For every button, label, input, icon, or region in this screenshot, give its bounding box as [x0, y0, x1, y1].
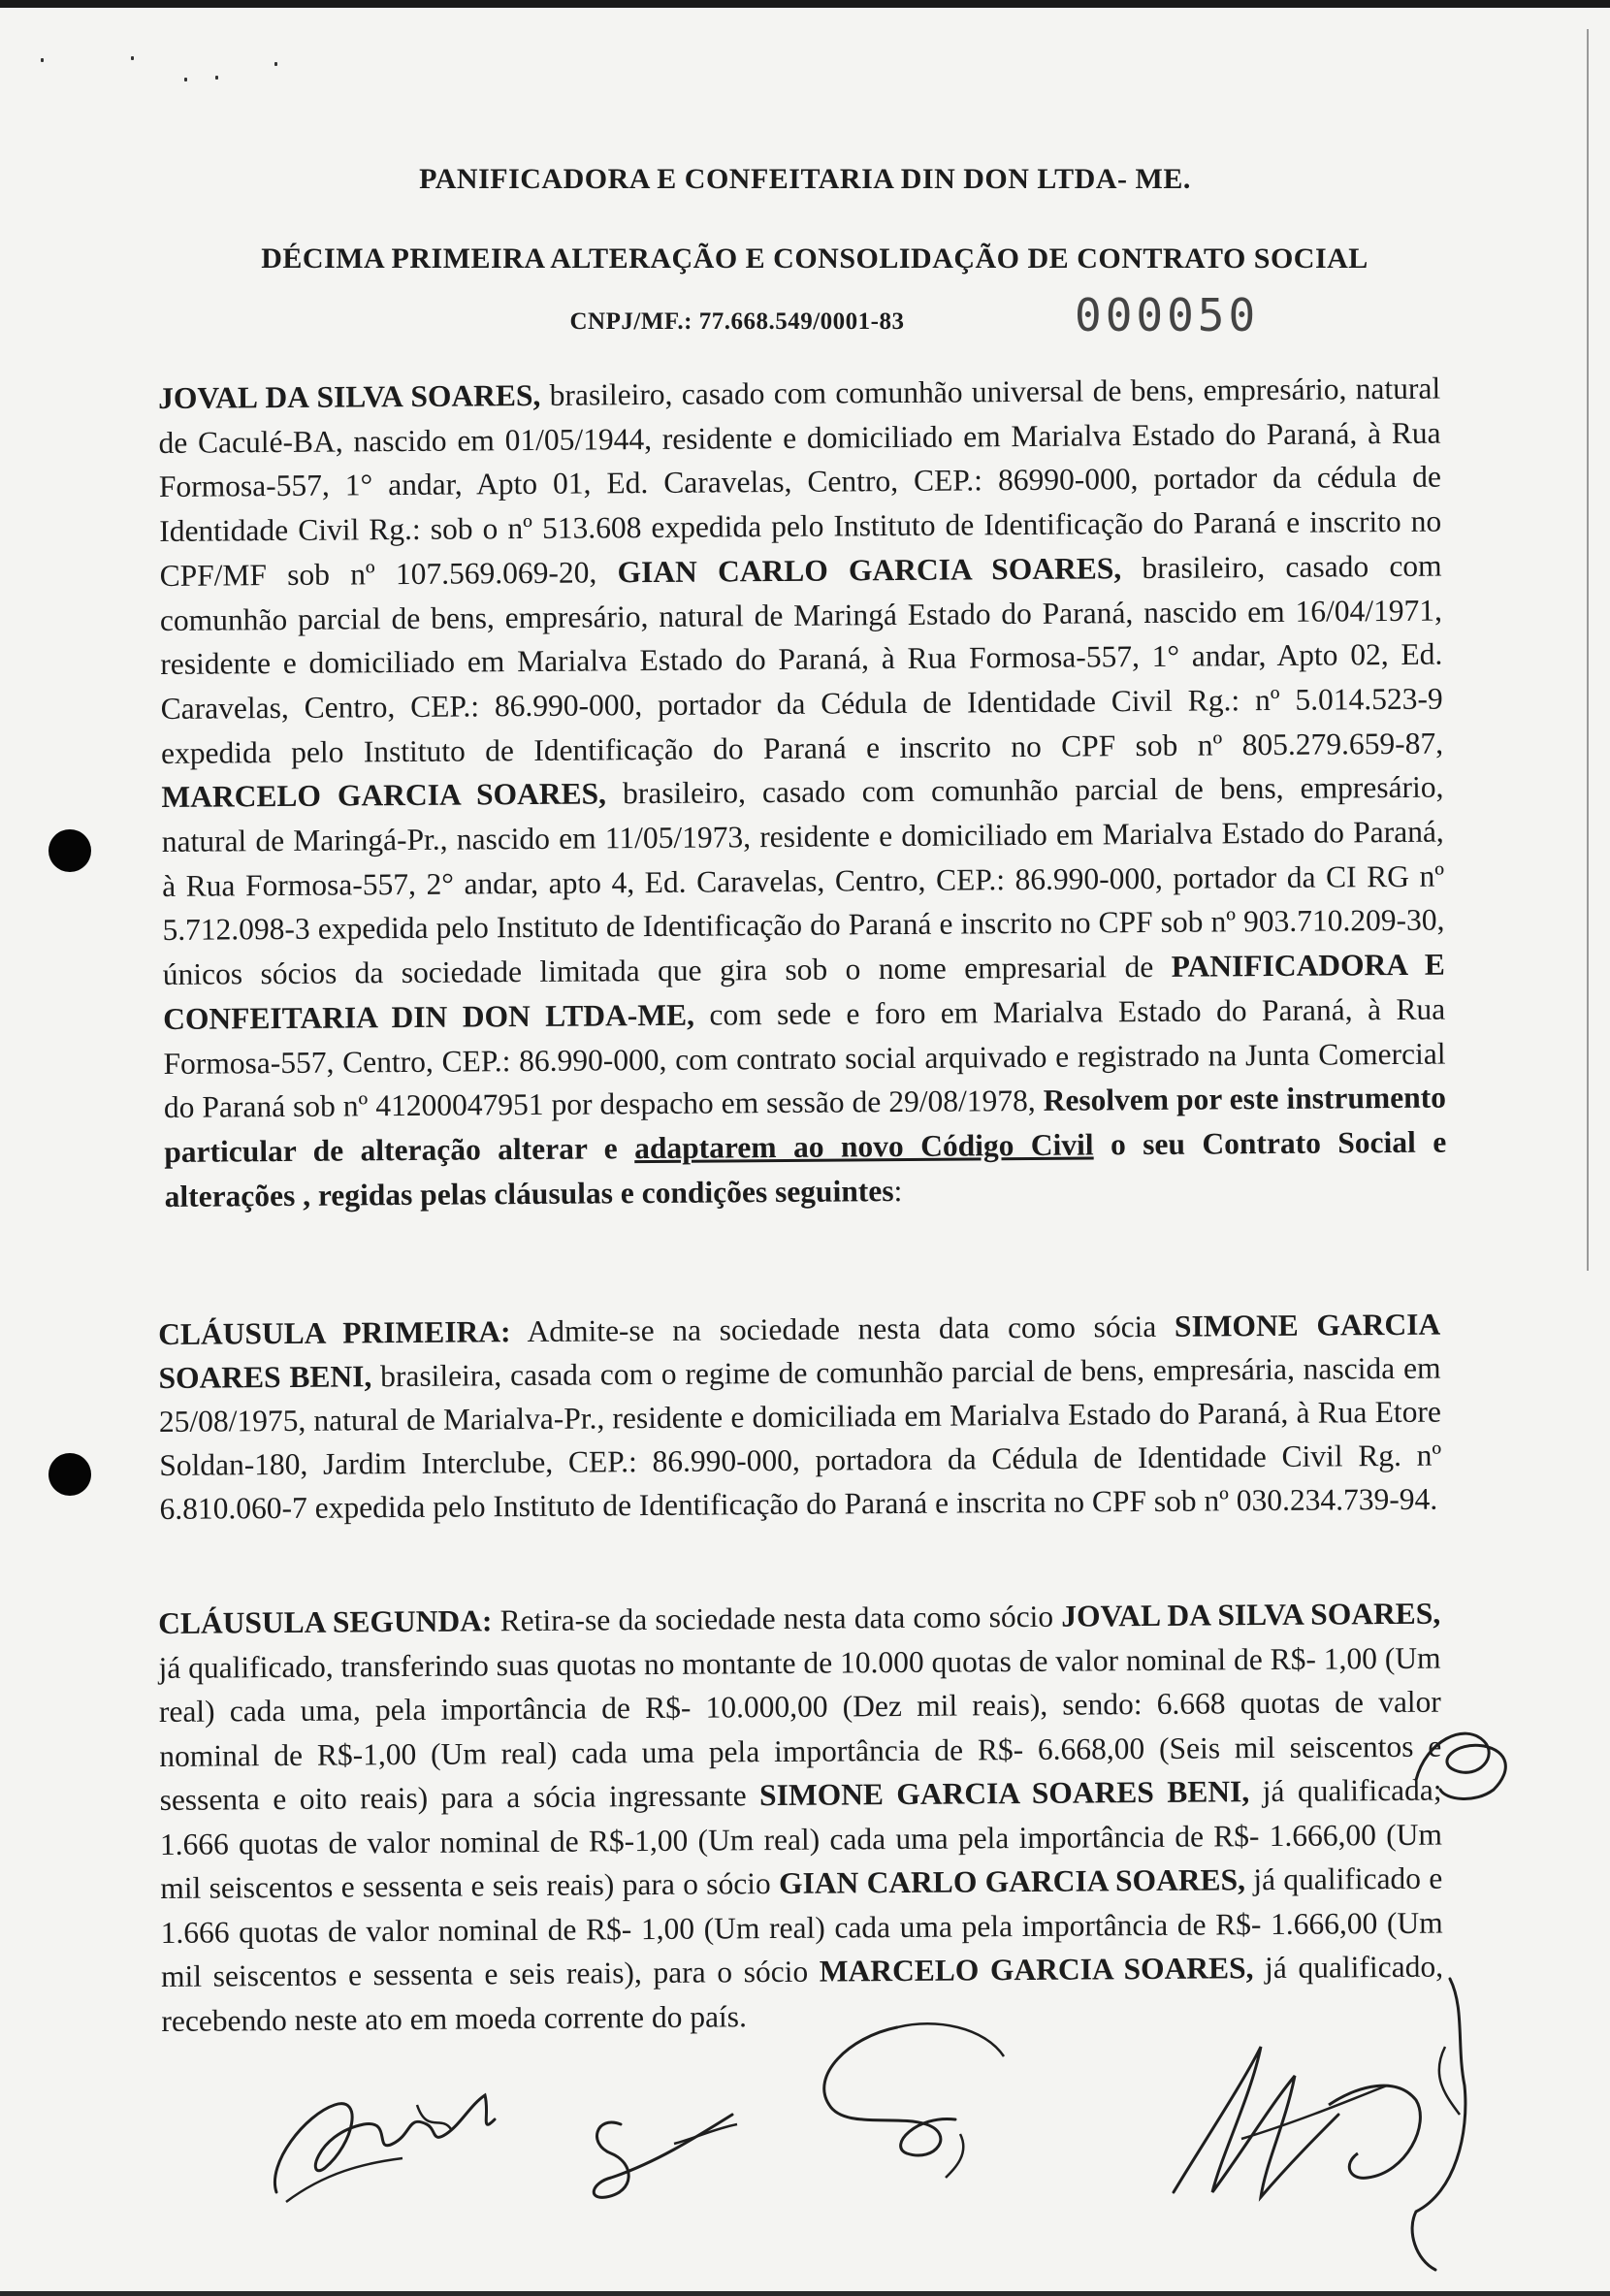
scan-edge-right [1587, 29, 1589, 1271]
cnpj-line: CNPJ/MF.: 77.668.549/0001-83 [569, 308, 905, 335]
partner-name: SIMONE GARCIA SOARES BENI, [158, 1307, 1441, 1395]
margin-initial [1397, 1702, 1532, 1838]
clause-text: já qualificado e 1.666 quotas de valor nominal de R$- 1,00 (Um real) cada uma pela importância de R$- 1.666,00 (Um mil seiscentos e sessenta e seis reais), para o sócio [160, 1860, 1443, 1993]
partner-name: GIAN CARLO GARCIA SOARES, [778, 1862, 1246, 1900]
company-details: com sede e foro em Marialva Estado do Paraná, à Rua Formosa-557, Centro, CEP.: 86.990-000, com contrato social arquivado e registrado na Junta Comercial do Paraná sob nº 41200047951 por despacho em sessão de 29/08/1978, [163, 991, 1446, 1125]
partner-name: GIAN CARLO GARCIA SOARES, [617, 551, 1122, 590]
punch-hole [48, 1453, 91, 1496]
signature-1 [247, 2076, 519, 2212]
scan-speck [131, 56, 134, 60]
partner-name: MARCELO GARCIA SOARES, [161, 776, 607, 815]
clause-text: já qualificado, recebendo neste ato em moeda corrente do país. [161, 1949, 1444, 2038]
qualification-paragraph [158, 367, 1447, 1219]
partner-name: SIMONE GARCIA SOARES BENI, [758, 1774, 1250, 1813]
scan-speck [184, 78, 187, 81]
scan-speck [41, 58, 44, 62]
signature-4 [1096, 1969, 1503, 2289]
civil-code-reference: adaptarem ao novo Código Civil [634, 1127, 1094, 1166]
scan-speck [274, 62, 277, 66]
resolution-colon: : [893, 1173, 903, 1208]
partner-name: MARCELO GARCIA SOARES, [819, 1951, 1254, 1989]
signature-2 [567, 2086, 781, 2221]
partner-details: brasileiro, casado com comunhão parcial de bens, empresário, natural de Maringá-Pr., nascido em 11/05/1973, residente e domiciliado em Marialva Estado do Paraná, à Rua Formosa-557, 2° andar, apto 4, Ed. Caravelas, Centro, CEP.: 86.990-000, portador da CI RG nº 5.712.098-3 expedida pelo Instituto de Identificação do Paraná e inscrito no CPF sob nº 903.710.209-30, únicos sócios da sociedade limitada que gira sob o nome empresarial de [161, 769, 1445, 992]
scan-edge-bottom [0, 2291, 1610, 2296]
scan-edge-top [0, 0, 1610, 8]
clause-text: brasileira, casada com o regime de comunhão parcial de bens, empresária, nascida em 25/08/1975, natural de Marialva-Pr., residente e domiciliada em Marialva Estado do Paraná, à Rua Etore Soldan-180, Jardim Interclube, CEP.: 86.990-000, portadora da Cédula de Identidade Civil Rg. nº 6.810.060-7 expedida pelo Instituto de Identificação do Paraná e inscrita no CPF sob nº 030.234.739-94. [158, 1350, 1442, 1526]
partner-name: JOVAL DA SILVA SOARES, [158, 377, 541, 415]
company-name: PANIFICADORA E CONFEITARIA DIN DON LTDA-ME, [163, 947, 1445, 1036]
partner-details: brasileiro, casado com comunhão universal de bens, empresário, natural de Caculé-BA, nascido em 01/05/1944, residente e domiciliado em Marialva Estado do Paraná, à Rua Formosa-557, 1° andar, Apto 01, Ed. Caravelas, Centro, CEP.: 86990-000, portador da cédula de Identidade Civil Rg.: sob o nº 513.608 expedida pelo Instituto de Identificação do Paraná e inscrito no CPF/MF sob nº 107.569.069-20, [158, 371, 1442, 593]
clause-label: CLÁUSULA PRIMEIRA: [158, 1314, 511, 1351]
clause-first [158, 1303, 1442, 1531]
resolution-text: Resolvem por este instrumento particular de alteração alterar e [164, 1080, 1447, 1169]
partner-details: brasileiro, casado com comunhão parcial de bens, empresário, natural de Maringá Estado do Paraná, nascido em 16/04/1971, residente e domiciliado em Marialva Estado do Paraná, à Rua Formosa-557, 1° andar, Apto 02, Ed. Caravelas, Centro, CEP.: 86.990-000, portador da Cédula de Identidade Civil Rg.: nº 5.014.523-9 expedida pelo Instituto de Identificação do Paraná e inscrito no CPF sob nº 805.279.659-87, [159, 548, 1444, 770]
clause-text: já qualificado, transferindo suas quotas no montante de 10.000 quotas de valor nominal de R$- 1,00 (Um real) cada uma, pela importância de R$- 10.000,00 (Dez mil reais), sendo: 6.668 quotas de valor nominal de R$-1,00 (Um real) cada uma pela importância de R$- 6.668,00 (Seis mil seiscentos e sessenta e oito reais) para a sócia ingressante [158, 1640, 1442, 1817]
clause-label: CLÁUSULA SEGUNDA: [158, 1603, 493, 1640]
clause-text: Retira-se da sociedade nesta data como sócio [492, 1599, 1062, 1638]
clause-text: Admite-se na sociedade nesta data como sócia [510, 1309, 1175, 1349]
clause-text: já qualificada; 1.666 quotas de valor nominal de R$-1,00 (Um real) cada uma pela importância de R$- 1.666,00 (Um mil seiscentos e sessenta e seis reais) para o sócio [159, 1772, 1443, 1905]
signature-3 [790, 1998, 1023, 2183]
punch-hole [48, 829, 91, 872]
company-heading: PANIFICADORA E CONFEITARIA DIN DON LTDA- ME. [419, 163, 1191, 195]
scan-speck [215, 76, 218, 80]
act-title: DÉCIMA PRIMEIRA ALTERAÇÃO E CONSOLIDAÇÃO DE CONTRATO SOCIAL [261, 243, 1368, 275]
partner-name: JOVAL DA SILVA SOARES, [1061, 1596, 1441, 1633]
resolution-text-end: o seu Contrato Social e alterações , regidas pelas cláusulas e condições seguintes [164, 1124, 1447, 1213]
page-number-stamp: 000050 [1075, 289, 1260, 341]
